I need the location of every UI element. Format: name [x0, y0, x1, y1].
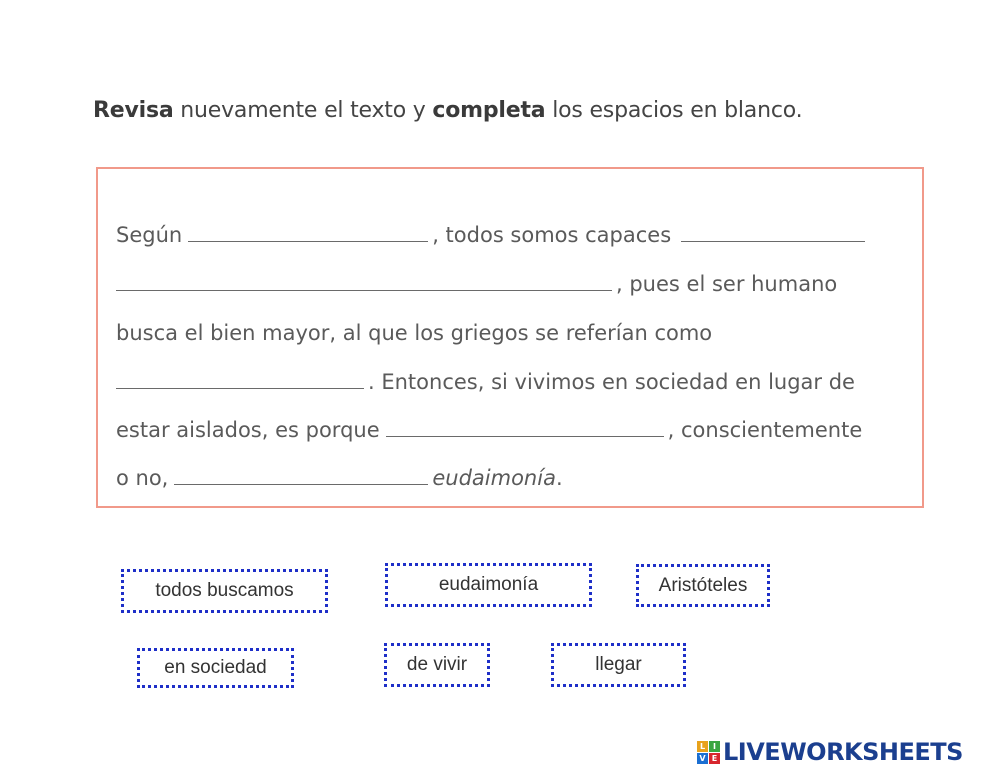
- passage-line-6: [116, 463, 563, 493]
- blank-6[interactable]: [174, 464, 428, 485]
- option-aristoteles[interactable]: Aristóteles: [636, 564, 770, 607]
- option-llegar[interactable]: llegar: [551, 643, 686, 687]
- passage-text: . Entonces, si vivimos en sociedad en lugar de: [368, 370, 855, 394]
- logo-cell: E: [709, 753, 720, 764]
- passage-line-2: [116, 269, 837, 299]
- brand-name: LIVEWORKSHEETS: [723, 738, 963, 766]
- instruction-text-2: los espacios en blanco.: [545, 98, 803, 123]
- passage-text: busca el bien mayor, al que los griegos se referían como: [116, 321, 713, 345]
- passage-line-5: [116, 415, 862, 445]
- option-en-sociedad[interactable]: en sociedad: [137, 648, 294, 688]
- passage-line-4: [116, 367, 855, 397]
- passage-text: , pues el ser humano: [616, 272, 838, 296]
- passage-box: [96, 167, 924, 508]
- instruction-bold-revisa: Revisa: [93, 98, 174, 123]
- option-de-vivir[interactable]: de vivir: [384, 643, 490, 687]
- instruction-text-1: nuevamente el texto y: [173, 98, 433, 123]
- passage-text: .: [555, 466, 563, 490]
- blank-4[interactable]: [116, 368, 364, 389]
- blank-2[interactable]: [681, 221, 865, 242]
- instruction-heading: [93, 98, 802, 123]
- liveworksheets-brand[interactable]: [697, 736, 963, 768]
- blank-3[interactable]: [116, 270, 612, 291]
- passage-text: Según: [116, 223, 183, 247]
- passage-text: , conscientemente: [667, 418, 863, 442]
- passage-line-1: [116, 220, 869, 250]
- logo-cell: L: [697, 741, 708, 752]
- passage-italic-eudaimonia: eudaimonía: [432, 466, 556, 490]
- liveworksheets-logo-icon: [697, 741, 720, 764]
- option-eudaimonia[interactable]: eudaimonía: [385, 563, 592, 607]
- blank-5[interactable]: [386, 416, 664, 437]
- passage-text: estar aislados, es porque: [116, 418, 380, 442]
- passage-text: , todos somos capaces: [432, 223, 672, 247]
- passage-line-3: [116, 318, 712, 348]
- instruction-bold-completa: completa: [432, 98, 546, 123]
- blank-1[interactable]: [188, 221, 428, 242]
- option-todos-buscamos[interactable]: todos buscamos: [121, 569, 328, 613]
- logo-cell: V: [697, 753, 708, 764]
- passage-text: o no,: [116, 466, 169, 490]
- logo-cell: I: [709, 741, 720, 752]
